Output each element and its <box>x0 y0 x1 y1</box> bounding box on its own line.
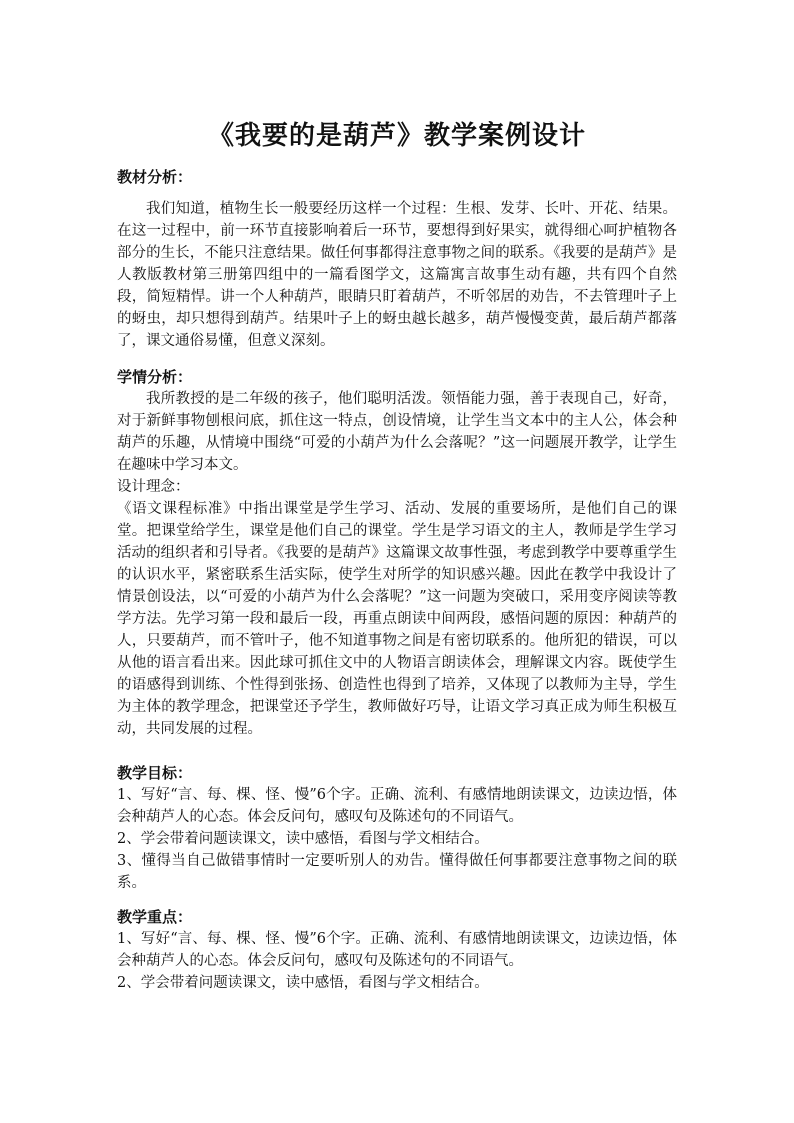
goals-heading: 教学目标： <box>117 764 193 782</box>
students-section <box>117 366 677 740</box>
document-title: 《我要的是葫芦》教学案例设计 <box>207 121 586 151</box>
key-points-item: 1、写好“言、每、棵、怪、慢”6个字。正确、流利、有感情地朗读课文，边读边悟，体会种葫芦人的心态。体会反问句，感叹句及陈述句的不同语气。 <box>117 931 677 969</box>
key-points-heading: 教学重点： <box>117 908 193 926</box>
goals-item: 2、学会带着问题读课文，读中感悟，看图与学文相结合。 <box>117 831 489 847</box>
philosophy-heading: 设计理念： <box>117 479 190 495</box>
goals-item: 3、懂得当自己做错事情时一定要听别人的劝告。懂得做任何事都要注意事物之间的联系。 <box>117 853 677 891</box>
students-text: 我所教授的是二年级的孩子，他们聪明活泼。领悟能力强，善于表现自己，好奇，对于新鲜事物刨根问底，抓住这一特点，创设情境，让学生当文本中的主人公，体会种葫芦的乐趣，从情境中围绕“可爱的小葫芦为什么会落呢？”这一问题展开教学，让学生在趣味中学习本文。 <box>117 391 677 473</box>
philosophy-text: 《语文课程标准》中指出课堂是学生学习、活动、发展的重要场所，是他们自己的课堂。把课堂给学生，课堂是他们自己的课堂。学生是学习语文的主人，教师是学生学习活动的组织者和引导者。《我要的是葫芦》这篇课文故事性强，考虑到教学中要尊重学生的认识水平，紧密联系生活实际，使学生对所学的知识感兴趣。因此在教学中我设计了情景创设法，以“可爱的小葫芦为什么会落呢？”这一问题为突破口，采用变序阅读等教学方法。先学习第一段和最后一段，再重点朗读中间两段，感悟问题的原因：种葫芦的人，只要葫芦，而不管叶子，他不知道事物之间是有密切联系的。他所犯的错误，可以从他的语言看出来。因此球可抓住文中的人物语言朗读体会，理解课文内容。既使学生的语感得到训练、个性得到张扬、创造性也得到了培养，又体现了以教师为主导，学生为主体的教学理念，把课堂还予学生，教师做好巧导，让语文学习真正成为师生积极互动，共同发展的过程。 <box>117 501 677 737</box>
key-points-item: 2、学会带着问题读课文，读中感悟，看图与学文相结合。 <box>117 975 489 991</box>
materials-section <box>117 166 677 352</box>
materials-heading: 教材分析： <box>117 168 193 186</box>
key-points-section <box>117 906 677 994</box>
goals-item: 1、写好“言、每、棵、怪、慢”6个字。正确、流利、有感情地朗读课文，边读边悟，体会种葫芦人的心态。体会反问句，感叹句及陈述句的不同语气。 <box>117 787 677 825</box>
students-heading: 学情分析： <box>117 368 193 386</box>
materials-text: 我们知道，植物生长一般要经历这样一个过程：生根、发芽、长叶、开花、结果。在这一过程中，前一环节直接影响着后一环节，要想得到好果实，就得细心呵护植物各部分的生长，不能只注意结果。做任何事都得注意事物之间的联系。《我要的是葫芦》是人教版教材第三册第四组中的一篇看图学文，这篇寓言故事生动有趣，共有四个自然段，简短精悍。讲一个人种葫芦，眼睛只盯着葫芦，不听邻居的劝告，不去管理叶子上的蚜虫，却只想得到葫芦。结果叶子上的蚜虫越长越多，葫芦慢慢变黄，最后葫芦都落了，课文通俗易懂，但意义深刻。 <box>117 201 677 349</box>
goals-section <box>117 762 677 894</box>
